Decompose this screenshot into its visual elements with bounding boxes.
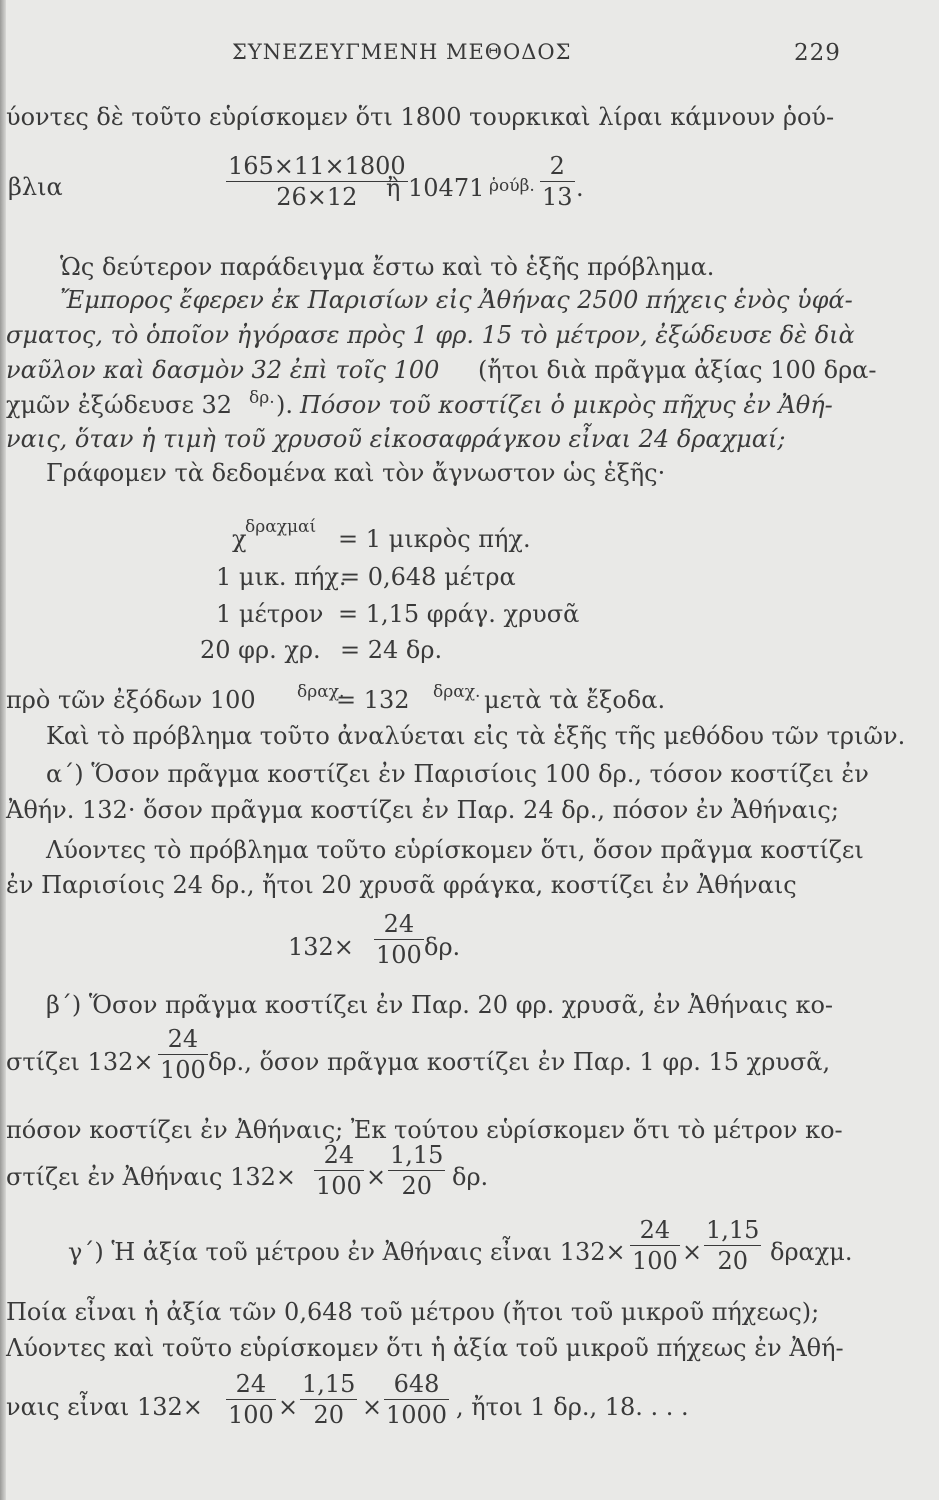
equation-left: χ xyxy=(232,525,247,553)
text-line: Ἔμπορος ἔφερεν ἐκ Παρισίων εἰς Ἀθήνας 2500 πήχεις ἑνὸς ὑφά- xyxy=(60,286,853,314)
superscript: δραχ. xyxy=(433,682,481,702)
fraction xyxy=(630,1218,680,1273)
fraction xyxy=(704,1218,761,1273)
equation-right: = 0,648 μέτρα xyxy=(340,563,516,591)
fraction-numerator: 1,15 xyxy=(390,1141,444,1169)
fraction xyxy=(300,1372,357,1427)
running-header-title: ΣΥΝΕΖΕΥΓΜΕΝΗ ΜΕΘΟΔΟΣ xyxy=(232,40,572,64)
text-fragment: (ἤτοι διὰ πρᾶγμα ἀξίας 100 δρα- xyxy=(478,356,877,384)
fraction-denominator: 20 xyxy=(717,1247,748,1275)
superscript: δρ. xyxy=(249,388,275,408)
text-line: ἐν Παρισίοις 24 δρ., ἤτοι 20 χρυσᾶ φράγκα, κοστίζει ἐν Ἀθήναις xyxy=(6,871,797,899)
text-line: Γράφομεν τὰ δεδομένα καὶ τὸν ἄγνωστον ὡς ἑξῆς· xyxy=(46,459,666,487)
text-line: Ἀθήν. 132· ὅσον πρᾶγμα κοστίζει ἐν Παρ. 24 δρ., πόσον ἐν Ἀθήναις; xyxy=(6,796,839,824)
fraction-denominator: 100 xyxy=(632,1247,678,1275)
text-line: πόσον κοστίζει ἐν Ἀθήναις; Ἐκ τούτου εὑρίσκομεν ὅτι τὸ μέτρον κο- xyxy=(6,1116,843,1144)
text-fragment: ). xyxy=(276,391,293,419)
text-fragment: πρὸ τῶν ἐξόδων 100 xyxy=(6,686,256,714)
text-fragment: Πόσον τοῦ κοστίζει ὁ μικρὸς πῆχυς ἐν Ἀθή- xyxy=(300,391,833,419)
fraction-denominator: 100 xyxy=(376,941,422,969)
fraction-denominator: 20 xyxy=(401,1172,432,1200)
text-fragment: δρ. xyxy=(452,1163,489,1191)
fraction xyxy=(384,1372,449,1427)
text-line: ναις, ὅταν ἡ τιμὴ τοῦ χρυσοῦ εἰκοσαφράγκου εἶναι 24 δραχμαί; xyxy=(6,425,786,453)
text-fragment: στίζει ἐν Ἀθήναις 132× xyxy=(6,1163,297,1191)
fraction-numerator: 24 xyxy=(226,1372,276,1400)
fraction-numerator: 24 xyxy=(158,1027,208,1055)
fraction-numerator: 1,15 xyxy=(706,1216,760,1244)
text-fragment: ῥούβ. xyxy=(489,176,535,196)
text-line: Ὡς δεύτερον παράδειγμα ἔστω καὶ τὸ ἑξῆς πρόβλημα. xyxy=(60,253,715,281)
times-sign: × xyxy=(278,1393,299,1421)
fraction xyxy=(226,1372,276,1427)
times-sign: × xyxy=(366,1163,387,1191)
text-fragment: δρ. xyxy=(424,933,461,961)
text-fragment: , ἤτοι 1 δρ., 18. . . . xyxy=(456,1393,689,1421)
fraction-denominator: 20 xyxy=(313,1401,344,1429)
fraction xyxy=(314,1143,364,1198)
fraction-denominator: 13 xyxy=(542,183,573,211)
text-line: βλια xyxy=(8,173,63,201)
fraction-numerator: 24 xyxy=(374,912,424,940)
text-fragment: δρ., ὅσον πρᾶγμα κοστίζει ἐν Παρ. 1 φρ. 15 χρυσᾶ, xyxy=(208,1048,831,1076)
text-fragment: δραχμ. xyxy=(770,1238,853,1266)
text-fragment: = 132 xyxy=(336,686,410,714)
text-fragment: ναῦλον καὶ δασμὸν 32 ἐπὶ τοῖς 100 xyxy=(6,356,440,384)
fraction-denominator: 100 xyxy=(228,1401,274,1429)
text-line: Ποία εἶναι ἡ ἀξία τῶν 0,648 τοῦ μέτρου (ἤτοι τοῦ μικροῦ πήχεως); xyxy=(6,1298,820,1326)
fraction xyxy=(540,154,575,209)
text-line: Λύοντες καὶ τοῦτο εὑρίσκομεν ὅτι ἡ ἀξία τοῦ μικροῦ πήχεως ἐν Ἀθή- xyxy=(6,1334,844,1362)
superscript: δραχμαί xyxy=(245,517,317,537)
text-fragment: ἢ 10471 xyxy=(386,174,485,202)
equation-left: 1 μικ. πήχ. xyxy=(216,563,347,591)
equation-right: = 1 μικρὸς πήχ. xyxy=(338,525,531,553)
equation-right: = 24 δρ. xyxy=(340,636,443,664)
fraction-numerator: 165×11×1800 xyxy=(228,152,406,180)
fraction-denominator: 26×12 xyxy=(276,183,358,211)
text-fragment: γ΄) Ἡ ἀξία τοῦ μέτρου ἐν Ἀθήναις εἶναι 132× xyxy=(68,1238,626,1266)
text-fragment: χμῶν ἐξώδευσε 32 xyxy=(6,391,233,419)
text-fragment: . xyxy=(576,174,584,202)
fraction xyxy=(158,1027,208,1082)
fraction-numerator: 1,15 xyxy=(302,1370,356,1398)
fraction-numerator: 24 xyxy=(630,1218,680,1246)
text-fragment: μετὰ τὰ ἔξοδα. xyxy=(484,686,666,714)
text-line: Λύοντες τὸ πρόβλημα τοῦτο εὑρίσκομεν ὅτι, ὅσον πρᾶγμα κοστίζει xyxy=(46,836,864,864)
text-line: Καὶ τὸ πρόβλημα τοῦτο ἀναλύεται εἰς τὰ ἑξῆς τῆς μεθόδου τῶν τριῶν. xyxy=(46,722,906,750)
superscript: δραχ. xyxy=(297,682,345,702)
text-fragment: ναις εἶναι 132× xyxy=(6,1393,203,1421)
text-line: σματος, τὸ ὁποῖον ἠγόρασε πρὸς 1 φρ. 15 τὸ μέτρον, ἐξώδευσε δὲ διὰ xyxy=(6,321,855,349)
fraction xyxy=(388,1143,445,1198)
fraction xyxy=(374,912,424,967)
fraction-denominator: 100 xyxy=(316,1172,362,1200)
times-sign: × xyxy=(362,1393,383,1421)
fraction xyxy=(226,154,408,209)
text-fragment: στίζει 132× xyxy=(6,1048,154,1076)
text-fragment: 132× xyxy=(288,933,354,961)
fraction-numerator: 2 xyxy=(540,154,575,182)
text-line: β΄) Ὅσον πρᾶγμα κοστίζει ἐν Παρ. 20 φρ. χρυσᾶ, ἐν Ἀθήναις κο- xyxy=(46,991,834,1019)
fraction-numerator: 648 xyxy=(384,1372,449,1400)
page-number: 229 xyxy=(794,40,841,66)
text-line: α΄) Ὅσον πρᾶγμα κοστίζει ἐν Παρισίοις 100 δρ., τόσον κοστίζει ἐν xyxy=(46,760,869,788)
fraction-numerator: 24 xyxy=(314,1143,364,1171)
fraction-denominator: 1000 xyxy=(386,1401,448,1429)
text-line: ύοντες δὲ τοῦτο εὑρίσκομεν ὅτι 1800 τουρκικαὶ λίραι κάμνουν ῥού- xyxy=(6,103,835,131)
times-sign: × xyxy=(682,1238,703,1266)
equation-right: = 1,15 φράγ. χρυσᾶ xyxy=(338,600,580,628)
equation-left: 20 φρ. χρ. xyxy=(200,636,321,664)
fraction-denominator: 100 xyxy=(160,1056,206,1084)
page-binding-shadow xyxy=(0,0,6,1500)
equation-left: 1 μέτρον xyxy=(216,600,324,628)
